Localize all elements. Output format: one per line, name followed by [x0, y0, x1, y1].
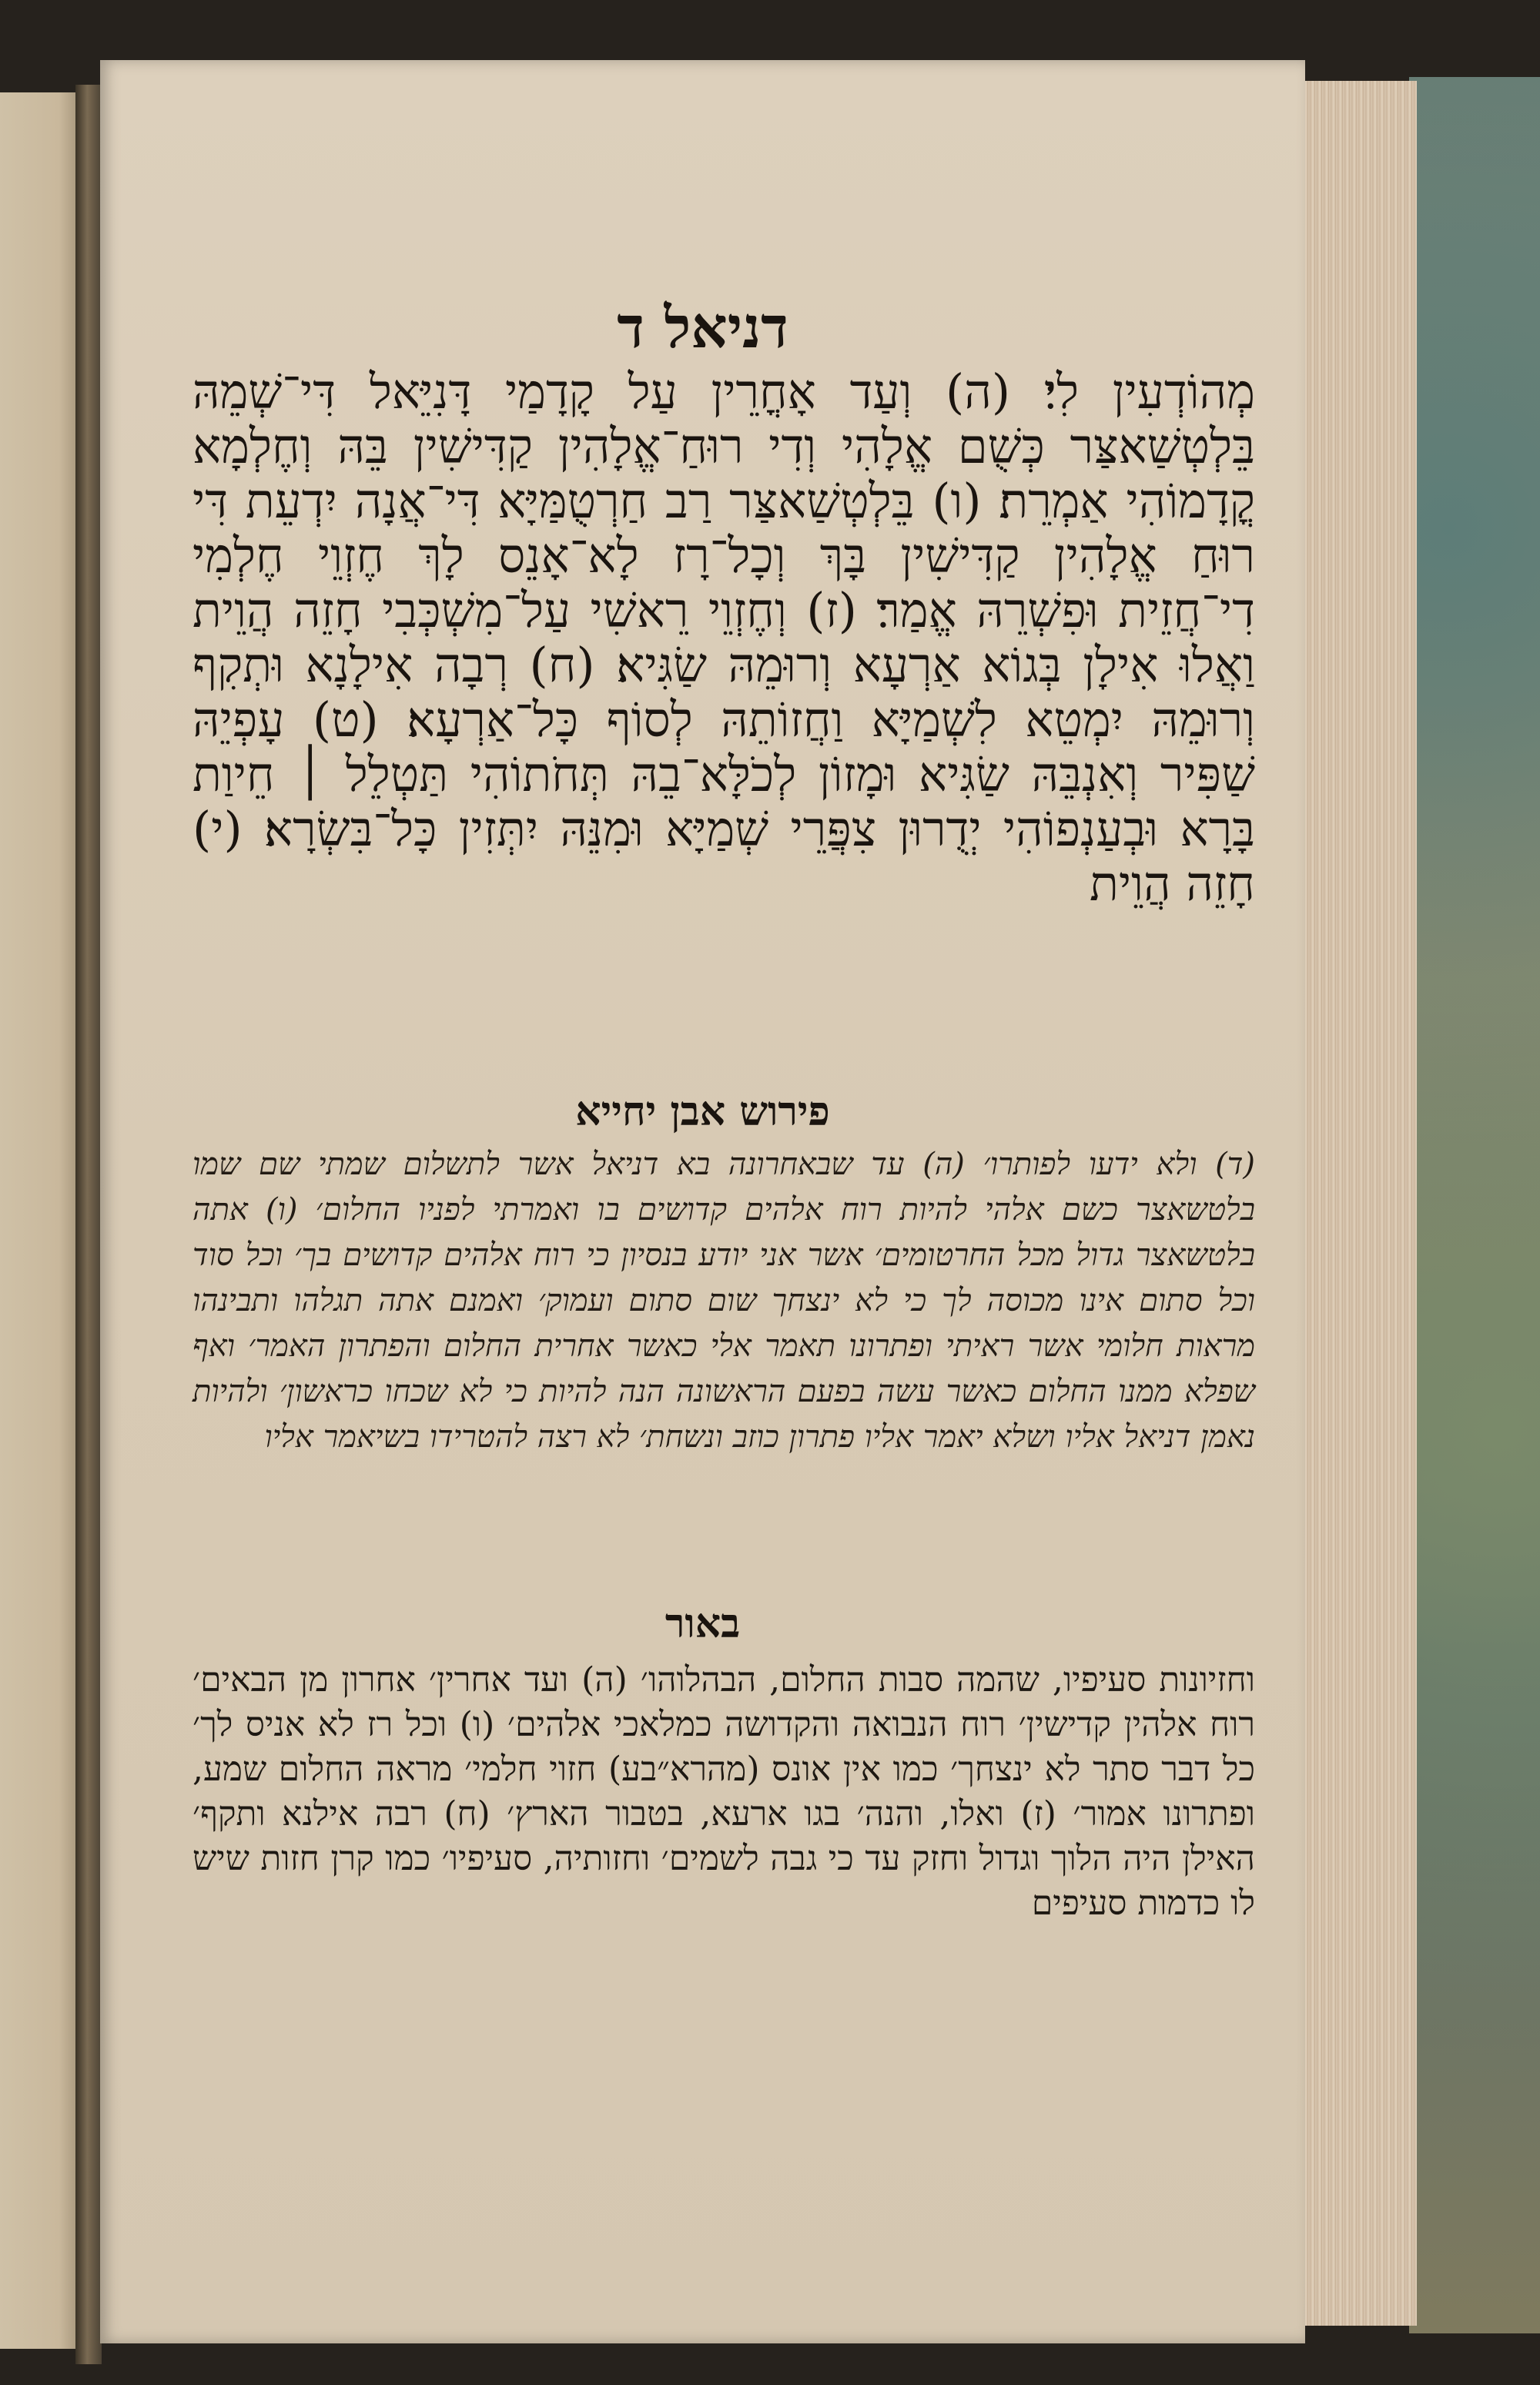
biur-heading: באור: [665, 1600, 741, 1647]
marbled-cover: [1409, 77, 1540, 2333]
book-gutter: [75, 85, 102, 2364]
page-stack-edges: [1301, 81, 1417, 2326]
biur-commentary: [192, 1658, 1255, 1926]
commentary-paragraph: (ד) ולא ידעו לפותרו׳ (ה) עד שבאחרונה בא דניאל אשר לתשלום שמתי שם שמו בלטשאצר כשם אלהי להיות רוח אלהים קדושים בו ואמרתי לפניו החלום׳ (ו) אתה בלטשאצר גדול מכל החרטומים׳ אשר אני יודע בנסיון כי רוח אלהים קדושים בך׳ וכל סוד וכל סתום אינו מכוסה לך כי לא ינצחך שום סתום ועמוק׳ ואמנם אתה תגלהו ותבינהו מראות חלומי אשר ראיתי ופתרונו תאמר אלי כאשר אחרית החלום והפתרון האמר׳ ואף שפלא ממנו החלום כאשר עשה בפעם הראשונה הנה להיות כי לא שכחו כראשון׳ ולהיות נאמן דניאל אליו ושלא יאמר אליו פתרון כוזב ונשחת׳ לא רצה להטרידו בשיאמר אליו: [192, 1147, 1255, 1455]
scripture-paragraph: מְהוֹדְעִין לִי׃ (ה) וְעַד אָחֳרֵין עַל קָדָמַי דָּנִיֵּאל דִּי־שְׁמֵהּ בֵּלְטְשַׁאצַּר כְּשֻׁם אֱלָהִי וְדִי רוּחַ־אֱלָהִין קַדִּישִׁין בֵּהּ וְחֶלְמָא קֳדָמוֹהִי אַמְרֵת׃ (ו) בֵּלְטְשַׁאצַּר רַב חַרְטֻמַּיָּא דִּי־אֲנָה יִדְעֵת דִּי רוּחַ אֱלָהִין קַדִּישִׁין בָּךְ וְכָל־רָז לָא־אָנֵס לָךְ חֶזְוֵי חֶלְמִי דִי־חֲזֵית וּפִשְׁרֵהּ אֱמַר׃ (ז) וְחֶזְוֵי רֵאשִׁי עַל־מִשְׁכְּבִי חָזֵה הֲוֵית וַאֲלוּ אִילָן בְּגוֹא אַרְעָא וְרוּמֵהּ שַׂגִּיא׃ (ח) רְבָה אִילָנָא וּתְקִף וְרוּמֵהּ יִמְטֵא לִשְׁמַיָּא וַחֲזוֹתֵהּ לְסוֹף כָּל־אַרְעָא׃ (ט) עָפְיֵהּ שַׁפִּיר וְאִנְבֵּהּ שַׂגִּיא וּמָזוֹן לְכֹלָּא־בֵהּ תְּחֹתוֹהִי תַּטְלֵל ׀ חֵיוַת בָּרָא וּבְעַנְפוֹהִי יְדֻרוּן צִפֲּרֵי שְׁמַיָּא וּמִנֵּהּ יִתְּזִין כָּל־בִּשְׂרָא׃ (י) חָזֵה הֲוֵית: [192, 363, 1255, 912]
previous-page-edge: [0, 92, 85, 2349]
ibn-yahya-heading: פירוש אבן יחייא: [575, 1088, 830, 1135]
ibn-yahya-commentary: [192, 1142, 1255, 1460]
running-head: דניאל ד: [617, 295, 788, 361]
main-scripture-text: [192, 364, 1255, 914]
book-page: [100, 60, 1305, 2343]
biur-paragraph: וחזיונות סעיפיו, שהמה סבות החלום, הבהלוהו׳ (ה) ועד אחרין׳ אחרון מן הבאים׳ רוח אלהין קדישין׳ רוח הנבואה והקדושה כמלאכי אלהים׳ (ו) וכל רז לא אניס לך׳ כל דבר סתר לא ינצחך׳ כמו אין אונס (מהרא״בע) חזוי חלמי׳ מראה החלום שמע, ופתרונו אמור׳ (ז) ואלו, והנה׳ בגו ארעא, בטבור הארץ׳ (ח) רבה אילנא ותקף׳ האילן היה הלוך וגדול וחזק עד כי גבה לשמים׳ וחזותיה, סעיפיו׳ כמו קרן חזות שיש לו כדמות סעיפים: [192, 1660, 1255, 1923]
